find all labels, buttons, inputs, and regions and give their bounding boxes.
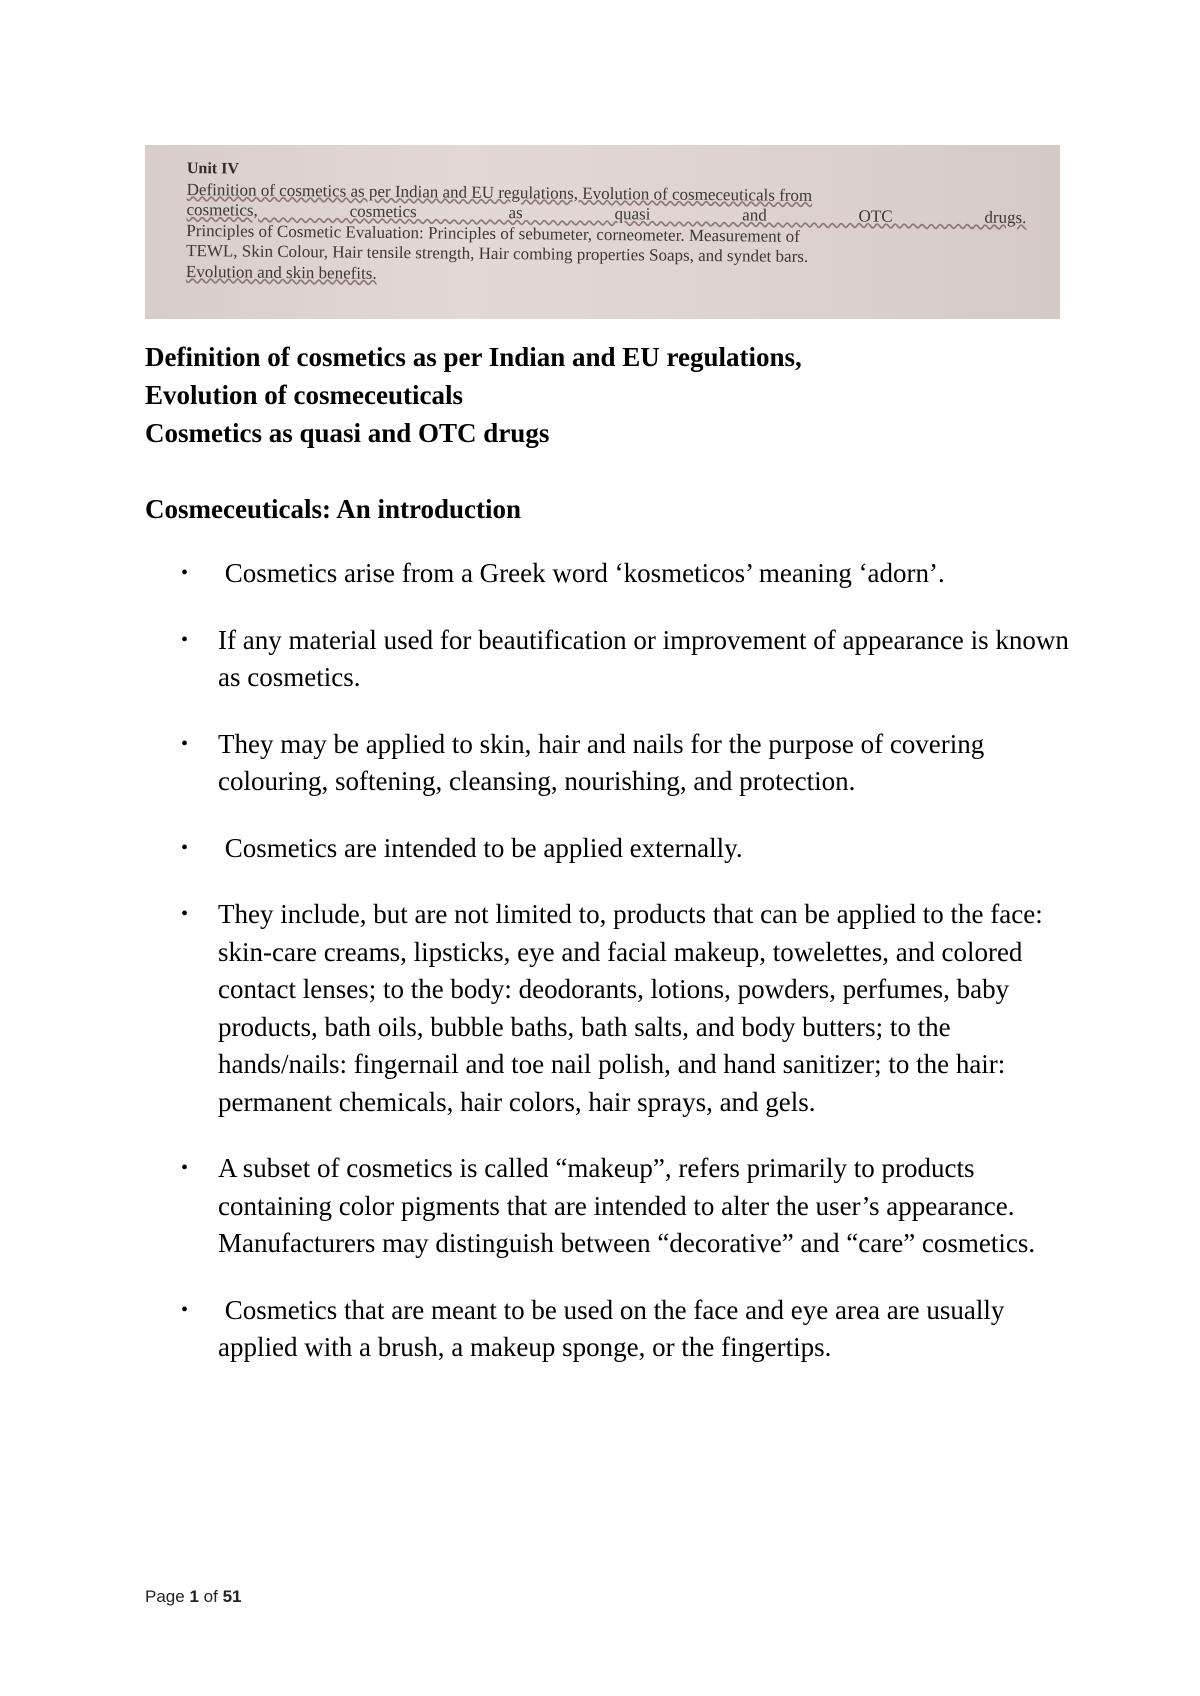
scan-line-3: Principles of Cosmetic Evaluation: Principles of sebumeter, corneometer. Measurement of [186, 220, 800, 246]
list-item [145, 726, 1085, 801]
heading-line-2: Evolution of cosmeceuticals [145, 380, 463, 410]
footer-current-page: 1 [189, 1587, 199, 1606]
bullet-text: They may be applied to skin, hair and nails for the purpose of covering colouring, softening, cleansing, nourishing, and protection. [218, 728, 985, 796]
bullet-icon: • [181, 732, 189, 755]
list-item [145, 1292, 1085, 1367]
bullet-icon: • [181, 562, 189, 584]
heading-line-1: Definition of cosmetics as per Indian and EU regulations, [145, 342, 802, 372]
page-footer [145, 1587, 241, 1607]
footer-total-pages: 51 [222, 1587, 242, 1606]
section-title: Cosmeceuticals: An introduction [145, 494, 521, 524]
list-item [145, 830, 1085, 868]
bullet-icon: • [181, 903, 189, 925]
scan-line-1: Definition of cosmetics as per Indian and EU regulations, Evolution of cosmeceuticals from [186, 179, 813, 205]
bullet-text: Cosmetics are intended to be applied externally. [218, 832, 743, 863]
scan-line-5: Evolution and skin benefits. [185, 261, 377, 283]
bullet-list [145, 555, 1085, 1396]
scan-line-4: TEWL, Skin Colour, Hair tensile strength, Hair combing properties Soaps, and syndet bars. [186, 240, 809, 266]
heading-line-3: Cosmetics as quasi and OTC drugs [145, 418, 550, 448]
bullet-icon: • [181, 1298, 189, 1321]
list-item [145, 555, 1085, 593]
bullet-text: Cosmetics arise from a Greek word ‘kosmeticos’ meaning ‘adorn’. [218, 558, 945, 588]
bullet-text: Cosmetics that are meant to be used on the face and eye area are usually applied with a brush, a makeup sponge, or the fingertips. [218, 1294, 1012, 1362]
bullet-icon: • [181, 628, 189, 651]
footer-of-word: of [203, 1587, 218, 1606]
list-item [145, 1150, 1085, 1263]
bullet-text: They include, but are not limited to, products that can be applied to the face: skin-care creams, lipsticks, eye and facial makeup, towelettes, and colored contact lenses; to the body: deodorants, lotions, powders, perfumes, baby products, bath oils, bubble baths, bath salts, and body butters; to the hands/nails: fingernail and toe nail polish, and hand sanitizer; to the hair: permanent chemicals, hair colors, hair sprays, and gels. [218, 899, 1043, 1117]
bullet-text: A subset of cosmetics is called “makeup”, refers primarily to products containing color pigments that are intended to alter the user’s appearance. Manufacturers may distinguish between “decorative” and “care” cosmetics. [218, 1153, 1036, 1258]
scan-unit-label: Unit IV [186, 159, 240, 178]
syllabus-scan-image [145, 145, 1060, 319]
bullet-icon: • [181, 1157, 189, 1179]
topic-headings [145, 338, 1065, 452]
bullet-icon: • [181, 836, 189, 859]
list-item [145, 896, 1085, 1121]
bullet-text: If any material used for beautification or improvement of appearance is known as cosmetics. [218, 624, 1069, 692]
list-item [145, 622, 1085, 697]
scan-line-2: cosmetics, cosmetics as quasi and OTC drugs. [186, 199, 1027, 228]
footer-page-word: Page [145, 1587, 185, 1606]
syllabus-scan-text [186, 159, 1027, 290]
